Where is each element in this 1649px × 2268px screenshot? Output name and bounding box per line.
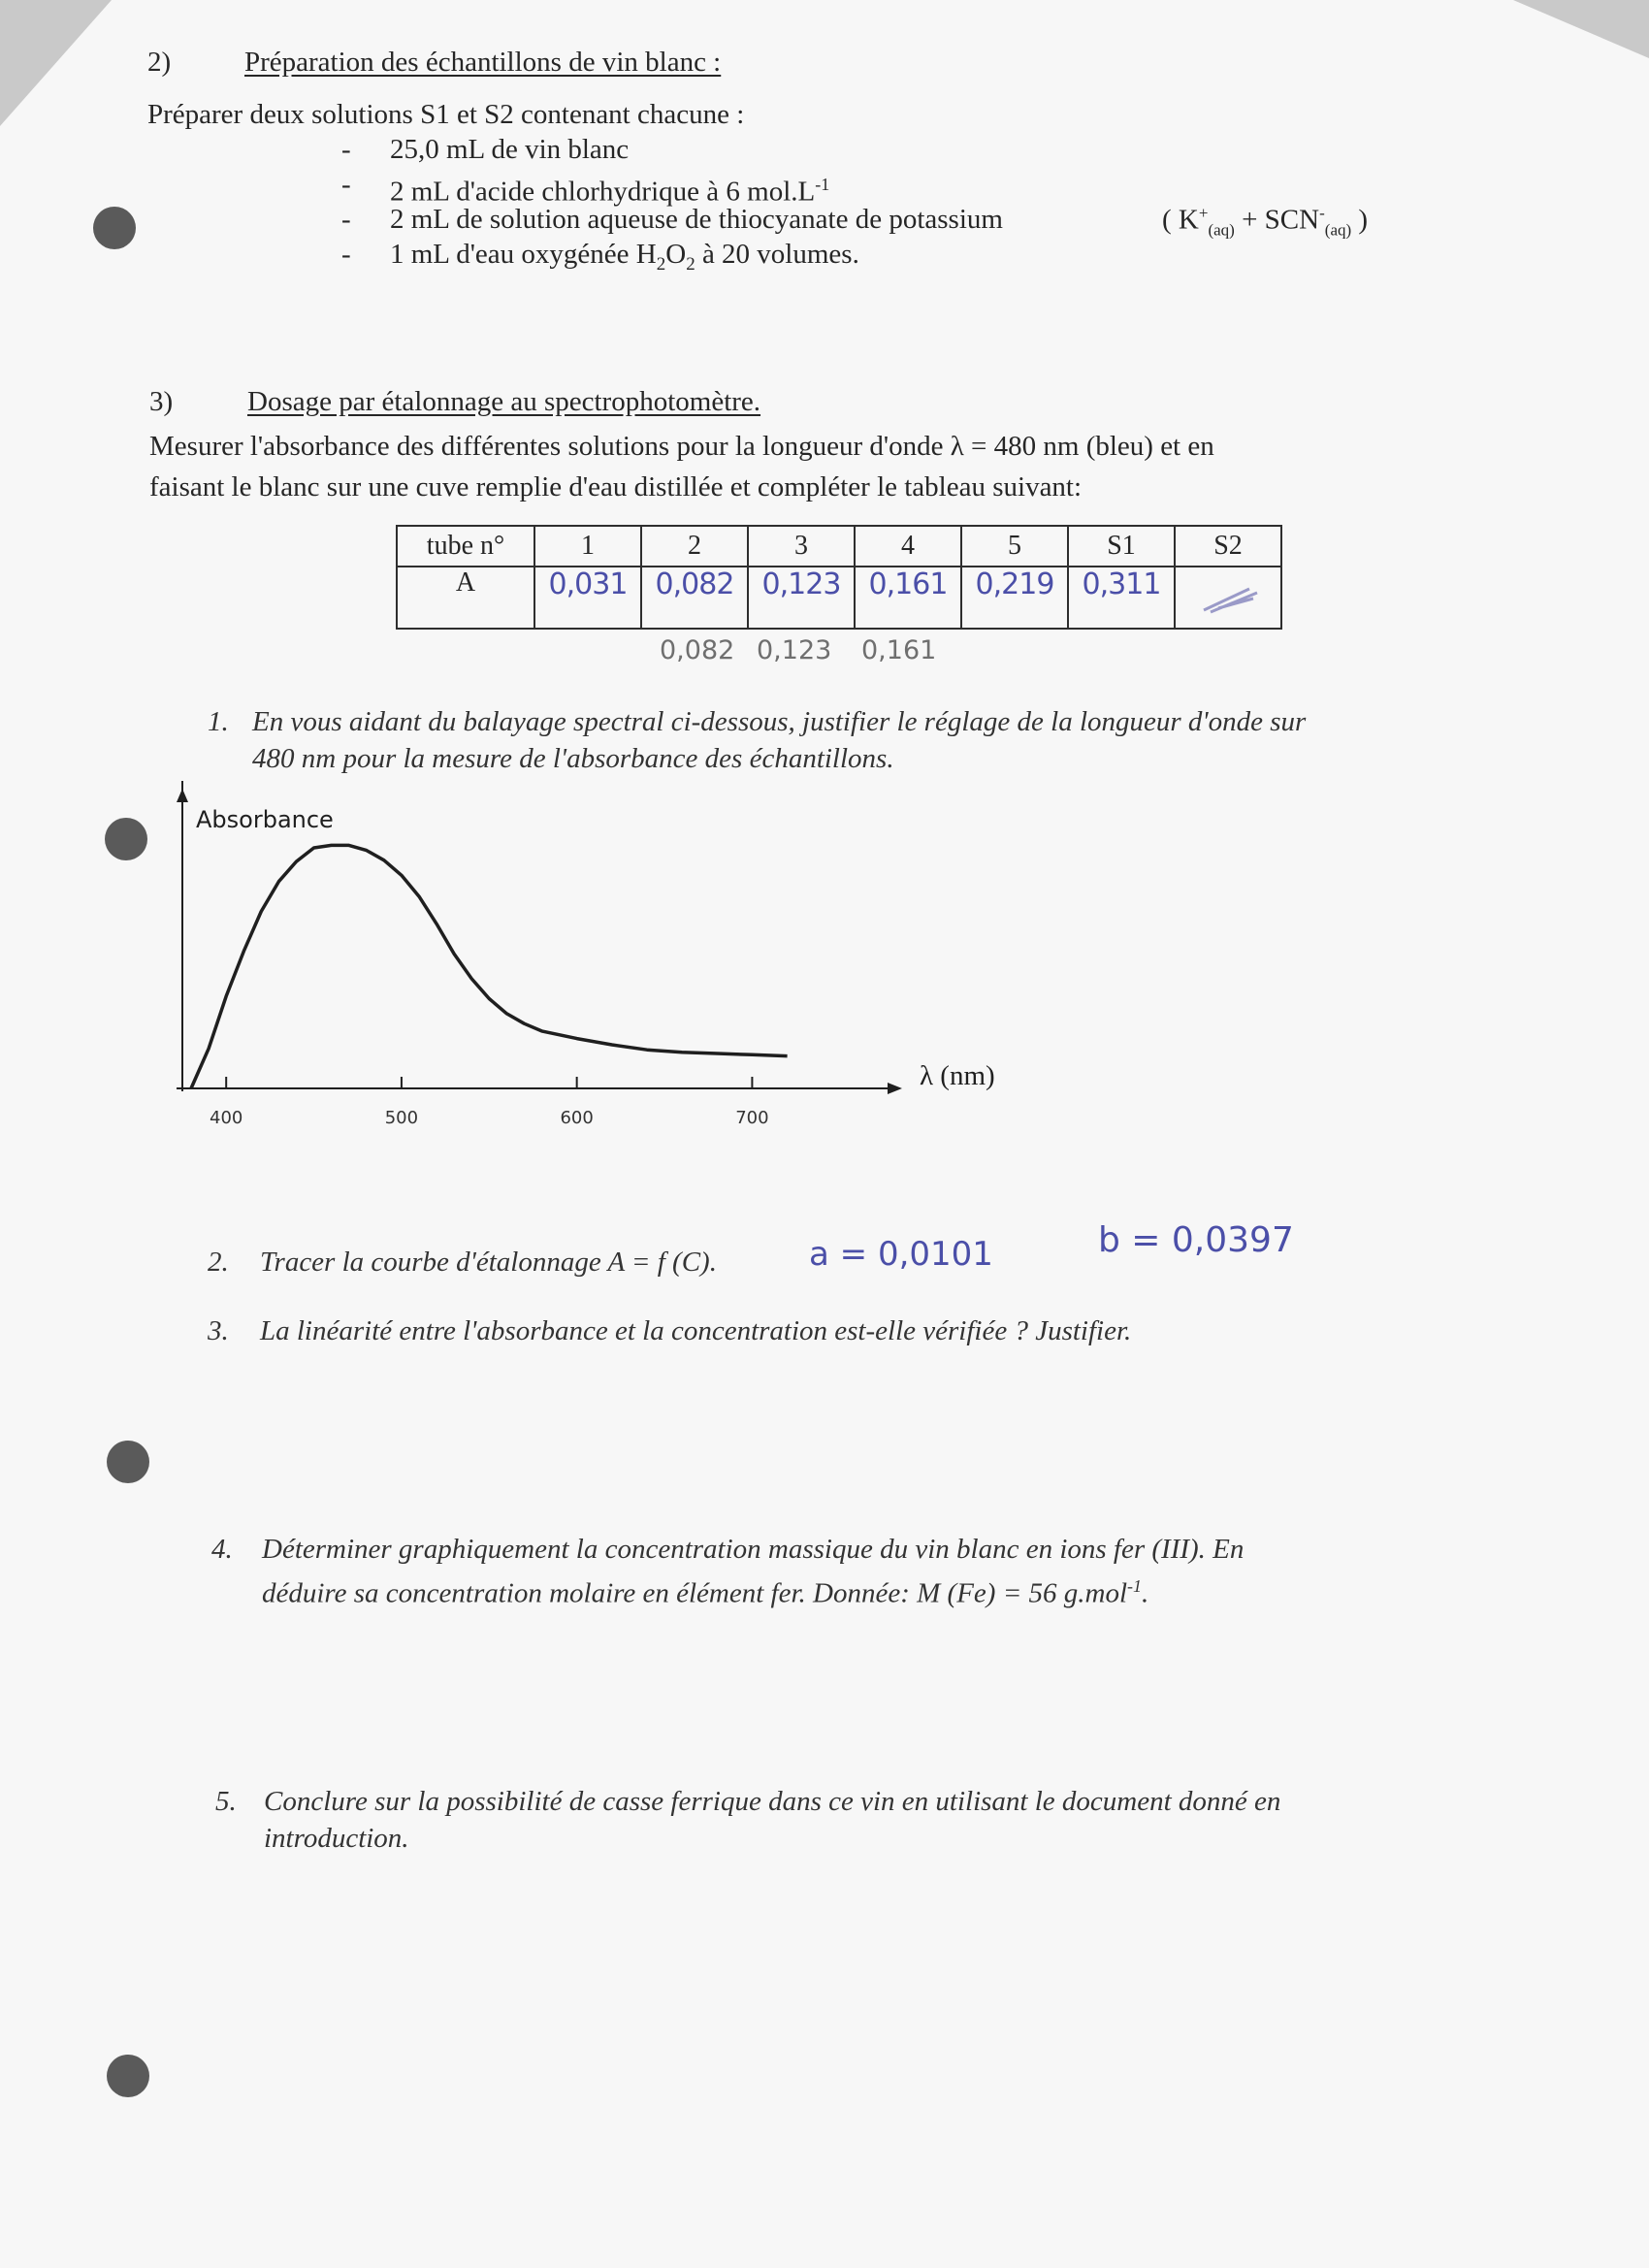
section3-number: 3)	[149, 386, 174, 417]
header-cell: 5	[961, 526, 1068, 567]
question-text: déduire sa concentration molaire en élément fer. Donnée: M (Fe) = 56 g.mol$^{-1}$.	[262, 1576, 1149, 1609]
x-ticks	[210, 1077, 769, 1128]
handwritten-slope: a = 0,0101	[809, 1235, 993, 1274]
bullet-dash: -	[341, 239, 351, 270]
x-axis-label: λ (nm)	[920, 1060, 995, 1091]
question-text: 480 nm pour la mesure de l'absorbance des échantillons.	[252, 743, 894, 774]
question-text: Déterminer graphiquement la concentration massique du vin blanc en ions fer (III). En	[262, 1534, 1245, 1565]
question-text: Conclure sur la possibilité de casse ferrique dans ce vin en utilisant le document donné en	[264, 1786, 1281, 1817]
absorbance-table	[396, 525, 1282, 630]
value-cell[interactable]: 0,219	[961, 567, 1068, 629]
bullet-dash: -	[341, 169, 351, 200]
row-label-cell: A	[397, 567, 534, 629]
x-tick-label: 400	[210, 1108, 243, 1128]
question-number: 4.	[211, 1534, 233, 1565]
pencil-value: 0,082	[660, 635, 735, 665]
pencil-value: 0,161	[861, 635, 937, 665]
header-cell: S1	[1068, 526, 1175, 567]
header-cell: 3	[748, 526, 855, 567]
value-cell[interactable]: 0,161	[855, 567, 961, 629]
bullet-dash: -	[341, 204, 351, 235]
question-number: 1.	[208, 706, 229, 737]
y-axis	[177, 781, 188, 1091]
section2-number: 2)	[147, 47, 172, 78]
spectral-scan-chart	[165, 781, 1038, 1150]
section3-line1: Mesurer l'absorbance des différentes solutions pour la longueur d'onde λ = 480 nm (bleu) et en	[149, 431, 1214, 462]
section3-line2: faisant le blanc sur une cuve remplie d'eau distillée et compléter le tableau suivant:	[149, 471, 1083, 502]
prep-item-2	[341, 167, 830, 208]
header-cell: 4	[855, 526, 961, 567]
value-cell[interactable]: 0,311	[1068, 567, 1175, 629]
prep-item-text: 1 mL d'eau oxygénée $H_2O_2$ à 20 volumes.	[390, 239, 859, 275]
question-number: 3.	[208, 1315, 229, 1346]
prep-item-text: 2 mL d'acide chlorhydrique à 6 $mol.L^{-1}$	[390, 175, 830, 208]
prep-item-text: 2 mL de solution aqueuse de thiocyanate de potassium	[390, 204, 1003, 235]
table-value-row	[397, 567, 1281, 629]
bullet-dash: -	[341, 134, 351, 165]
spectrum-curve	[191, 845, 788, 1088]
pencil-value: 0,123	[757, 635, 832, 665]
prep-item-4	[341, 237, 859, 275]
question-text: La linéarité entre l'absorbance et la concentration est-elle vérifiée ? Justifier.	[260, 1315, 1132, 1346]
question-text: Tracer la courbe d'étalonnage A = f (C).	[260, 1247, 717, 1278]
header-cell: 1	[534, 526, 641, 567]
value-cell[interactable]: 0,082	[641, 567, 748, 629]
value-cell-s2[interactable]	[1175, 567, 1281, 629]
question-text: introduction.	[264, 1823, 409, 1854]
handwritten-intercept: b = 0,0397	[1098, 1220, 1294, 1260]
x-tick-label: 500	[384, 1108, 419, 1128]
prep-item-text: 25,0 mL de vin blanc	[390, 134, 630, 165]
value-cell[interactable]: 0,031	[534, 567, 641, 629]
section2-intro: Préparer deux solutions S1 et S2 contenant chacune :	[147, 99, 745, 130]
value-cell[interactable]: 0,123	[748, 567, 855, 629]
question-text: En vous aidant du balayage spectral ci-dessous, justifier le réglage de la longueur d'onde sur	[252, 706, 1307, 737]
prep-item-3	[341, 202, 1369, 240]
x-tick-label: 700	[735, 1108, 769, 1128]
thiocyanate-formula: ( $K^+_{(aq)} + SCN^-_{(aq)}$ )	[1162, 204, 1369, 240]
question-number: 5.	[215, 1786, 237, 1817]
section2-title: Préparation des échantillons de vin blanc :	[244, 47, 722, 78]
header-cell: S2	[1175, 526, 1281, 567]
question-number: 2.	[208, 1247, 229, 1278]
header-cell: 2	[641, 526, 748, 567]
table-header-row	[397, 526, 1281, 567]
punch-hole-4	[107, 2055, 149, 2097]
x-tick-label: 600	[560, 1108, 594, 1128]
header-cell: tube n°	[397, 526, 534, 567]
prep-item-1	[341, 132, 630, 167]
punch-hole-3	[107, 1441, 149, 1483]
punch-hole-1	[93, 207, 136, 249]
section3-title: Dosage par étalonnage au spectrophotomètre.	[247, 386, 761, 417]
punch-hole-2	[105, 818, 147, 860]
y-axis-label: Absorbance	[196, 806, 334, 833]
scribble-mark	[1180, 569, 1277, 624]
x-axis	[177, 1083, 902, 1094]
